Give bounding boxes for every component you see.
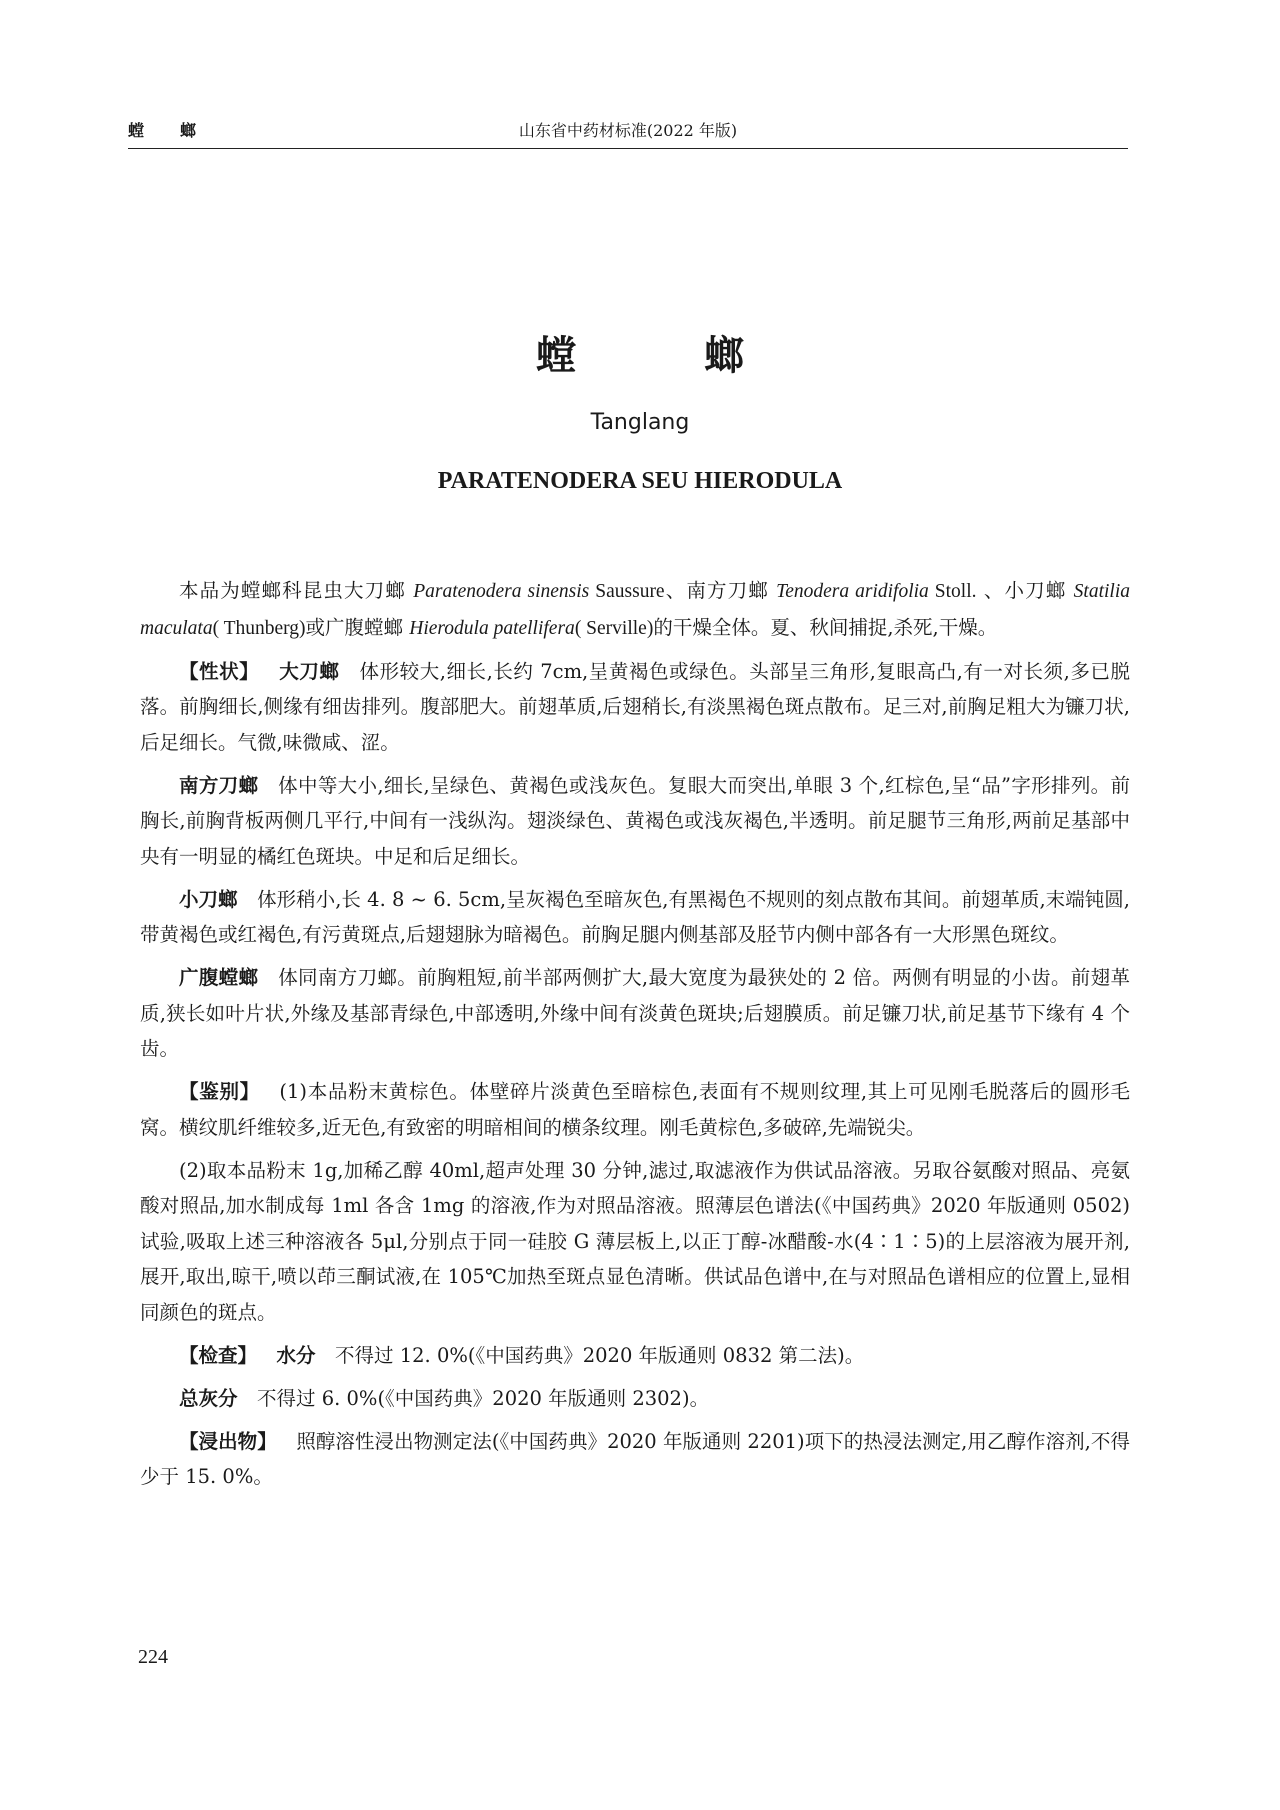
species-3-latin: Statilia maculata xyxy=(140,581,1131,639)
running-header xyxy=(128,112,1128,148)
header-rule xyxy=(128,148,1128,149)
intro-paragraph xyxy=(140,573,1130,646)
section-tag-jiancha: 【检查】 xyxy=(179,1343,258,1367)
subheading-xiaodaolang: 小刀螂 xyxy=(179,887,238,911)
description-paragraph-4 xyxy=(140,960,1130,1067)
subheading-nanfangdaolang: 南方刀螂 xyxy=(179,773,259,797)
intro-text-2: 、南方刀螂 xyxy=(664,579,777,602)
subheading-zonghuifen: 总灰分 xyxy=(179,1386,238,1410)
species-3-author: ( Thunberg) xyxy=(212,617,306,639)
page-number: 224 xyxy=(138,1646,168,1668)
identification-text-2: (2)取本品粉末 1g,加稀乙醇 40ml,超声处理 30 分钟,滤过,取滤液作为供试品溶液。另取谷氨酸对照品、亮氨酸对照品,加水制成每 1ml 各含 1mg 的溶液,作为对照品溶液。照薄层色谱法(《中国药典》2020 年版通则 0502)试验,吸取上述三种溶液各 5μl,分别点于同一硅胶 G 薄层板上,以正丁醇-冰醋酸-水(4∶1∶5)的上层溶液为展开剂,展开,取出,晾干,喷以茚三酮试液,在 105℃加热至斑点显色清晰。供试品色谱中,在与对照品色谱相应的位置上,显相同颜色的斑点。 xyxy=(140,1158,1130,1324)
inspection-text-1: 不得过 12. 0%(《中国药典》2020 年版通则 0832 第二法)。 xyxy=(335,1343,865,1367)
description-text-1: 体形较大,细长,长约 7cm,呈黄褐色或绿色。头部呈三角形,复眼高凸,有一对长须,多已脱落。前胸细长,侧缘有细齿排列。腹部肥大。前翅革质,后翅稍长,有淡黑褐色斑点散布。足三对,前胸足粗大为镰刀状,后足细长。气微,味微咸、涩。 xyxy=(140,659,1130,754)
latin-title: PARATENODERA SEU HIERODULA xyxy=(437,468,843,494)
identification-paragraph-2 xyxy=(140,1153,1130,1331)
section-tag-jinchuwu: 【浸出物】 xyxy=(179,1429,277,1453)
section-tag-xingzhuang: 【性状】 xyxy=(179,659,260,683)
header-title-center: 山东省中药材标准(2022 年版) xyxy=(518,121,738,140)
inspection-paragraph-2 xyxy=(140,1381,1130,1417)
intro-text-5: 的干燥全体。夏、秋间捕捉,杀死,干燥。 xyxy=(653,615,998,639)
pinyin-title: Tanglang xyxy=(590,410,690,435)
inspection-text-2: 不得过 6. 0%(《中国药典》2020 年版通则 2302)。 xyxy=(257,1386,710,1410)
monograph-body xyxy=(140,573,1130,1502)
species-1-author: Saussure xyxy=(589,581,665,602)
extract-paragraph xyxy=(140,1424,1130,1495)
intro-text-3: 、小刀螂 xyxy=(976,579,1074,602)
description-paragraph-3 xyxy=(140,882,1130,953)
intro-text-4: 或广腹螳螂 xyxy=(305,615,410,639)
identification-text-1: (1)本品粉末黄棕色。体壁碎片淡黄色至暗棕色,表面有不规则纹理,其上可见刚毛脱落后的圆形毛窝。横纹肌纤维较多,近无色,有致密的明暗相间的横条纹理。刚毛黄棕色,多破碎,先端锐尖。 xyxy=(140,1080,1130,1139)
subheading-guangfutanglang: 广腹螳螂 xyxy=(179,966,259,989)
extract-text: 照醇溶性浸出物测定法(《中国药典》2020 年版通则 2201)项下的热浸法测定,用乙醇作溶剂,不得少于 15. 0%。 xyxy=(140,1429,1130,1488)
page-title: 螳 螂 xyxy=(536,332,788,379)
header-title-left: 螳 螂 xyxy=(128,121,207,140)
identification-paragraph-1 xyxy=(140,1074,1130,1145)
description-paragraph-1 xyxy=(140,654,1130,761)
subheading-dadaolang: 大刀螂 xyxy=(278,659,340,683)
species-4-latin: Hierodula patellifera xyxy=(409,617,575,639)
description-paragraph-2 xyxy=(140,768,1130,875)
species-2-author: Stoll. xyxy=(928,581,977,602)
species-2-latin: Tenodera aridifolia xyxy=(776,581,929,602)
description-text-4: 体同南方刀螂。前胸粗短,前半部两侧扩大,最大宽度为最狭处的 2 倍。两侧有明显的小齿。前翅革质,狭长如叶片状,外缘及基部青绿色,中部透明,外缘中间有淡黄色斑块;后翅膜质。前足镰刀状,前足基节下缘有 4 个齿。 xyxy=(140,966,1130,1060)
intro-text-1: 本品为螳螂科昆虫大刀螂 xyxy=(179,579,414,602)
inspection-paragraph-1 xyxy=(140,1338,1130,1374)
description-text-2: 体中等大小,细长,呈绿色、黄褐色或浅灰色。复眼大而突出,单眼 3 个,红棕色,呈“品”字形排列。前胸长,前胸背板两侧几平行,中间有一浅纵沟。翅淡绿色、黄褐色或浅灰褐色,半透明。前足腿节三角形,两前足基部中央有一明显的橘红色斑块。中足和后足细长。 xyxy=(140,773,1130,868)
subheading-shuifen: 水分 xyxy=(276,1343,316,1367)
section-tag-jianbie: 【鉴别】 xyxy=(179,1080,260,1103)
description-text-3: 体形稍小,长 4. 8 ~ 6. 5cm,呈灰褐色至暗灰色,有黑褐色不规则的刻点散布其间。前翅革质,末端钝圆,带黄褐色或红褐色,有污黄斑点,后翅翅脉为暗褐色。前胸足腿内侧基部及胫节内侧中部各有一大形黑色斑纹。 xyxy=(140,887,1130,946)
species-4-author: ( Serville) xyxy=(574,617,654,639)
species-1-latin: Paratenodera sinensis xyxy=(413,581,590,602)
